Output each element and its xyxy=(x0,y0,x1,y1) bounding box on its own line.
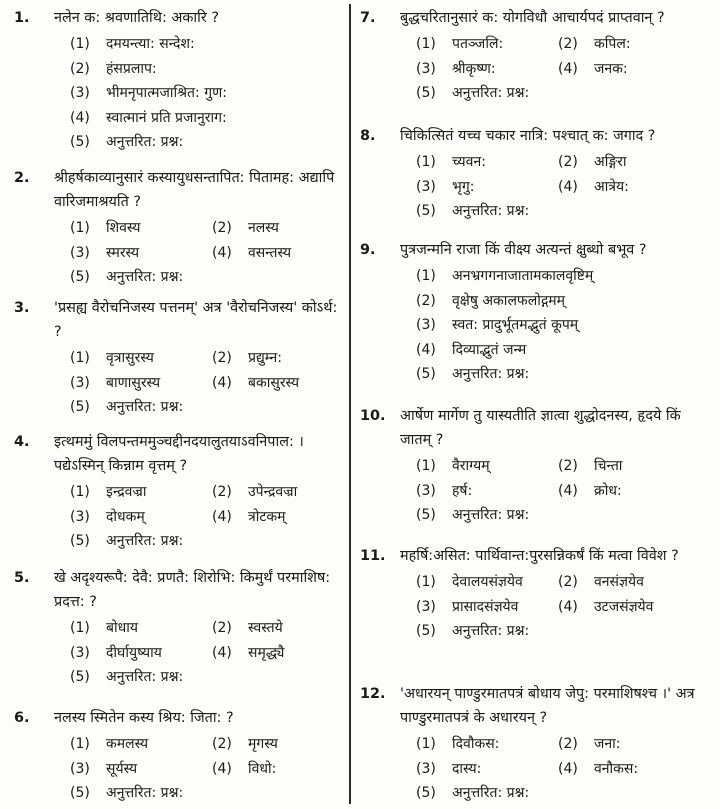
answer-option[interactable] xyxy=(212,241,291,266)
question-text: 'प्रसह्य वैरोचनिजस्य पत्तनम्' अत्र 'वैरोचनिजस्य' कोऽर्थ: ? xyxy=(54,300,338,340)
option-label: (2) xyxy=(212,484,232,500)
option-label: (4) xyxy=(212,244,232,261)
answer-option[interactable] xyxy=(416,264,593,289)
question-number: 7. xyxy=(360,10,376,26)
answer-option[interactable] xyxy=(70,130,183,155)
option-text: दीर्घायुष्याय xyxy=(106,644,162,661)
question-text: आर्षेण मार्गेण तु यास्यतीति ज्ञात्वा शुद्धोदनस्य, हृदये किं जातम् ? xyxy=(400,408,681,448)
answer-option[interactable] xyxy=(416,595,558,620)
option-label: (2) xyxy=(70,60,90,77)
option-label: (2) xyxy=(212,220,232,236)
option-label: (4) xyxy=(558,60,578,77)
option-label: (3) xyxy=(70,508,90,525)
answer-option[interactable] xyxy=(416,199,529,224)
option-text: आत्रेय: xyxy=(594,178,629,195)
option-text: वृक्षेषु अकालफलोद्गमम् xyxy=(452,292,566,309)
answer-option[interactable] xyxy=(416,479,558,504)
option-label: (5) xyxy=(70,785,90,801)
answer-option[interactable] xyxy=(70,641,212,666)
answer-option[interactable] xyxy=(70,505,212,530)
answer-option[interactable] xyxy=(212,480,297,505)
option-label: (1) xyxy=(416,574,436,590)
answer-option[interactable] xyxy=(416,781,529,806)
answer-option[interactable] xyxy=(416,313,578,338)
option-label: (3) xyxy=(70,760,90,777)
option-label: (2) xyxy=(558,458,578,474)
option-text: विधो: xyxy=(248,760,277,777)
answer-option[interactable] xyxy=(416,570,558,595)
option-text: भीमनृपात्मजाश्रित: गुण: xyxy=(106,85,227,101)
answer-option[interactable] xyxy=(558,32,631,57)
option-text: प्रासादसंज्ञयेव xyxy=(452,598,519,615)
answer-option[interactable] xyxy=(212,371,299,396)
option-label: (2) xyxy=(416,292,436,309)
answer-option[interactable] xyxy=(212,641,284,666)
question-3 xyxy=(14,296,344,420)
option-label: (4) xyxy=(70,109,90,126)
option-text: इन्द्रवज्रा xyxy=(106,484,147,500)
option-label: (4) xyxy=(558,598,578,615)
option-text: सूर्यस्य xyxy=(106,760,138,777)
option-text: मृगस्य xyxy=(248,736,278,752)
answer-option[interactable] xyxy=(212,732,278,757)
question-2 xyxy=(14,166,344,290)
option-text: अनभ्रगगनाजातामकालवृष्टिम् xyxy=(452,268,594,284)
option-text: अनुत्तरित: प्रश्न: xyxy=(452,785,530,801)
option-text: वैराग्यम् xyxy=(452,458,490,474)
question-8 xyxy=(360,124,712,224)
answer-option[interactable] xyxy=(212,346,282,371)
option-text: अनुत्तरित: प्रश्न: xyxy=(452,507,530,523)
option-label: (3) xyxy=(70,244,90,261)
option-label: (3) xyxy=(416,317,436,333)
option-label: (3) xyxy=(70,374,90,391)
answer-option[interactable] xyxy=(70,81,227,106)
option-text: अनुत्तरित: प्रश्न: xyxy=(106,533,184,549)
answer-option[interactable] xyxy=(70,616,212,641)
question-number: 2. xyxy=(14,170,30,186)
question-number: 8. xyxy=(360,128,376,144)
option-label: (5) xyxy=(416,85,436,101)
answer-option[interactable] xyxy=(558,757,638,782)
answer-option[interactable] xyxy=(70,371,212,396)
answer-option[interactable] xyxy=(416,32,558,57)
option-text: बोधाय xyxy=(106,620,138,636)
option-text: अनुत्तरित: प्रश्न: xyxy=(106,269,184,285)
answer-option[interactable] xyxy=(70,665,183,690)
option-label: (3) xyxy=(416,760,436,777)
option-label: (4) xyxy=(212,374,232,391)
question-text: बुद्धचरितानुसारं क: योगविधौ आचार्यपदं प्राप्तवान् ? xyxy=(400,10,665,26)
question-text: खे अदृश्यरूपै: देवै: प्रणतै: शिरोभि: किमुर्थं परमाशिष: प्रदत्त: ? xyxy=(54,570,331,610)
option-text: बाणासुरस्य xyxy=(106,374,161,391)
question-text: चिकित्सितं यच्च चकार नात्रि: पश्चात् क: जगाद ? xyxy=(400,128,656,144)
option-text: दास्य: xyxy=(452,760,482,777)
option-text: दिव्याद्भुतं जन्म xyxy=(452,341,527,358)
option-label: (1) xyxy=(416,36,436,52)
option-text: उपेन्द्रवज्रा xyxy=(248,484,298,500)
option-label: (1) xyxy=(416,268,436,284)
option-text: स्वात्मानं प्रति प्रजानुराग: xyxy=(106,109,227,126)
option-label: (3) xyxy=(70,85,90,101)
option-text: समृद्ध्यै xyxy=(248,644,285,661)
answer-option[interactable] xyxy=(416,732,558,757)
option-label: (1) xyxy=(416,736,436,752)
question-9 xyxy=(360,238,712,387)
answer-option[interactable] xyxy=(416,57,558,82)
option-text: पतञ्जलि: xyxy=(452,36,504,52)
question-number: 12. xyxy=(360,686,386,702)
question-number: 1. xyxy=(14,10,30,26)
answer-option[interactable] xyxy=(416,503,529,528)
option-text: दिवौकस: xyxy=(452,736,500,752)
option-label: (1) xyxy=(416,458,436,474)
option-text: वसन्तस्य xyxy=(248,244,292,261)
option-text: जना: xyxy=(594,736,621,752)
question-11 xyxy=(360,544,712,644)
answer-option[interactable] xyxy=(212,616,283,641)
option-label: (5) xyxy=(416,623,436,639)
option-label: (1) xyxy=(70,36,90,52)
answer-option[interactable] xyxy=(416,619,529,644)
option-label: (5) xyxy=(70,134,90,150)
option-text: अनुत्तरित: प्रश्न: xyxy=(106,134,184,150)
option-label: (2) xyxy=(558,154,578,170)
answer-option[interactable] xyxy=(416,454,558,479)
option-label: (1) xyxy=(70,484,90,500)
option-label: (5) xyxy=(70,669,90,685)
option-text: स्वस्तये xyxy=(248,620,283,636)
answer-option[interactable] xyxy=(212,505,286,530)
option-text: वनौकस: xyxy=(594,760,639,777)
answer-option[interactable] xyxy=(70,480,212,505)
option-label: (2) xyxy=(212,736,232,752)
option-text: भृगु: xyxy=(452,178,475,195)
option-text: स्मरस्य xyxy=(106,244,140,261)
option-text: अङ्गिरा xyxy=(594,154,627,170)
answer-option[interactable] xyxy=(558,732,621,757)
option-text: देवालयसंज्ञयेव xyxy=(452,574,523,590)
answer-option[interactable] xyxy=(558,57,628,82)
option-label: (4) xyxy=(416,341,436,358)
question-text: श्रीहर्षकाव्यानुसारं कस्यायुधसन्तापित: पितामह: अद्यापि वारिजमाश्रयति ? xyxy=(54,170,335,210)
question-text: महर्षि:असित: पार्थिवान्त:पुरसन्निकर्षं किं मत्वा विवेश ? xyxy=(400,548,679,564)
option-text: बकासुरस्य xyxy=(248,374,300,391)
option-label: (4) xyxy=(558,178,578,195)
question-5 xyxy=(14,566,344,690)
question-text: नलेन क: श्रवणातिथि: अकारि ? xyxy=(54,10,219,26)
question-1 xyxy=(14,6,344,155)
column-divider xyxy=(349,4,351,804)
option-text: स्वत: प्रादुर्भूतमद्भुतं कूपम् xyxy=(452,317,579,333)
option-label: (3) xyxy=(416,598,436,615)
question-4 xyxy=(14,430,344,554)
question-text: पुत्रजन्मनि राजा किं वीक्ष्य अत्यन्तं क्षुब्धो बभूव ? xyxy=(400,242,647,258)
option-text: दमयन्त्या: सन्देश: xyxy=(106,36,195,52)
answer-option[interactable] xyxy=(416,757,558,782)
answer-option[interactable] xyxy=(70,346,212,371)
option-label: (3) xyxy=(416,482,436,499)
option-label: (2) xyxy=(558,36,578,52)
question-number: 9. xyxy=(360,242,376,258)
answer-option[interactable] xyxy=(416,289,565,314)
option-text: कमलस्य xyxy=(106,736,149,752)
answer-option[interactable] xyxy=(558,595,653,620)
option-text: त्रोटकम् xyxy=(248,508,286,525)
option-text: अनुत्तरित: प्रश्न: xyxy=(452,203,530,219)
option-label: (3) xyxy=(416,60,436,77)
option-label: (5) xyxy=(416,366,436,382)
option-label: (5) xyxy=(416,785,436,801)
answer-option[interactable] xyxy=(70,395,183,420)
option-text: हंसप्रलाप: xyxy=(106,60,157,77)
question-10 xyxy=(360,404,712,528)
option-text: दोधकम् xyxy=(106,508,145,525)
option-text: श्रीकृष्ण: xyxy=(452,60,496,77)
answer-option[interactable] xyxy=(70,241,212,266)
question-number: 10. xyxy=(360,408,386,424)
option-text: प्रद्युम्न: xyxy=(248,350,282,366)
answer-option[interactable] xyxy=(70,265,183,290)
option-text: अनुत्तरित: प्रश्न: xyxy=(452,623,530,639)
option-label: (4) xyxy=(212,644,232,661)
option-label: (1) xyxy=(70,220,90,236)
answer-option[interactable] xyxy=(70,216,212,241)
option-label: (5) xyxy=(416,507,436,523)
option-text: कपिल: xyxy=(594,36,631,52)
option-text: हर्ष: xyxy=(452,482,473,499)
option-label: (2) xyxy=(212,620,232,636)
option-text: वृत्रासुरस्य xyxy=(106,350,154,366)
option-label: (4) xyxy=(212,760,232,777)
option-label: (4) xyxy=(558,760,578,777)
option-text: च्यवन: xyxy=(452,154,486,170)
option-label: (2) xyxy=(212,350,232,366)
option-label: (1) xyxy=(70,620,90,636)
answer-option[interactable] xyxy=(212,216,279,241)
answer-option[interactable] xyxy=(416,175,558,200)
option-label: (4) xyxy=(212,508,232,525)
answer-option[interactable] xyxy=(70,57,157,82)
option-label: (2) xyxy=(558,574,578,590)
option-text: शिवस्य xyxy=(106,220,141,236)
option-text: अनुत्तरित: प्रश्न: xyxy=(452,366,530,382)
question-number: 4. xyxy=(14,434,30,450)
answer-option[interactable] xyxy=(212,757,276,782)
option-text: वनसंज्ञयेव xyxy=(594,574,644,590)
option-text: क्रोध: xyxy=(594,482,622,499)
question-number: 6. xyxy=(14,710,30,726)
answer-option[interactable] xyxy=(70,757,212,782)
option-label: (4) xyxy=(558,482,578,499)
option-label: (1) xyxy=(70,736,90,752)
option-label: (5) xyxy=(70,269,90,285)
question-12 xyxy=(360,682,712,806)
answer-option[interactable] xyxy=(416,81,529,106)
option-text: अनुत्तरित: प्रश्न: xyxy=(106,785,184,801)
question-number: 5. xyxy=(14,570,30,586)
question-text: 'अधारयन् पाण्डुरमातपत्रं बोधाय जेपु: परमाशिषश्च ।' अत्र पाण्डुरमातपत्रं के अधारयन् ? xyxy=(400,686,695,726)
question-text: नलस्य स्मितेन कस्य श्रिय: जिता: ? xyxy=(54,710,234,726)
option-label: (1) xyxy=(70,350,90,366)
option-text: अनुत्तरित: प्रश्न: xyxy=(106,669,184,685)
option-text: चिन्ता xyxy=(594,458,623,474)
question-text: इत्थममुं विलपन्तममुञ्चद्दीनदयालुतयाऽवनिपाल: । पद्येऽस्मिन् किन्नाम वृत्तम् ? xyxy=(54,434,304,474)
answer-option[interactable] xyxy=(558,454,622,479)
option-text: नलस्य xyxy=(248,220,279,236)
option-text: जनक: xyxy=(594,60,628,77)
question-6 xyxy=(14,706,344,806)
option-label: (3) xyxy=(70,644,90,661)
question-7 xyxy=(360,6,712,106)
option-label: (2) xyxy=(558,736,578,752)
option-text: उटजसंज्ञयेव xyxy=(594,598,654,615)
answer-option[interactable] xyxy=(558,570,644,595)
option-text: अनुत्तरित: प्रश्न: xyxy=(452,85,530,101)
question-number: 3. xyxy=(14,300,30,316)
option-label: (3) xyxy=(416,178,436,195)
option-label: (5) xyxy=(70,399,90,415)
answer-option[interactable] xyxy=(416,150,558,175)
answer-option[interactable] xyxy=(558,150,627,175)
answer-option[interactable] xyxy=(70,732,212,757)
option-label: (5) xyxy=(416,203,436,219)
option-text: अनुत्तरित: प्रश्न: xyxy=(106,399,184,415)
option-label: (1) xyxy=(416,154,436,170)
answer-option[interactable] xyxy=(416,362,529,387)
answer-option[interactable] xyxy=(416,338,526,363)
answer-option[interactable] xyxy=(70,781,183,806)
answer-option[interactable] xyxy=(70,106,227,131)
answer-option[interactable] xyxy=(70,529,183,554)
option-label: (5) xyxy=(70,533,90,549)
question-number: 11. xyxy=(360,548,386,564)
answer-option[interactable] xyxy=(558,175,629,200)
answer-option[interactable] xyxy=(70,32,195,57)
answer-option[interactable] xyxy=(558,479,622,504)
